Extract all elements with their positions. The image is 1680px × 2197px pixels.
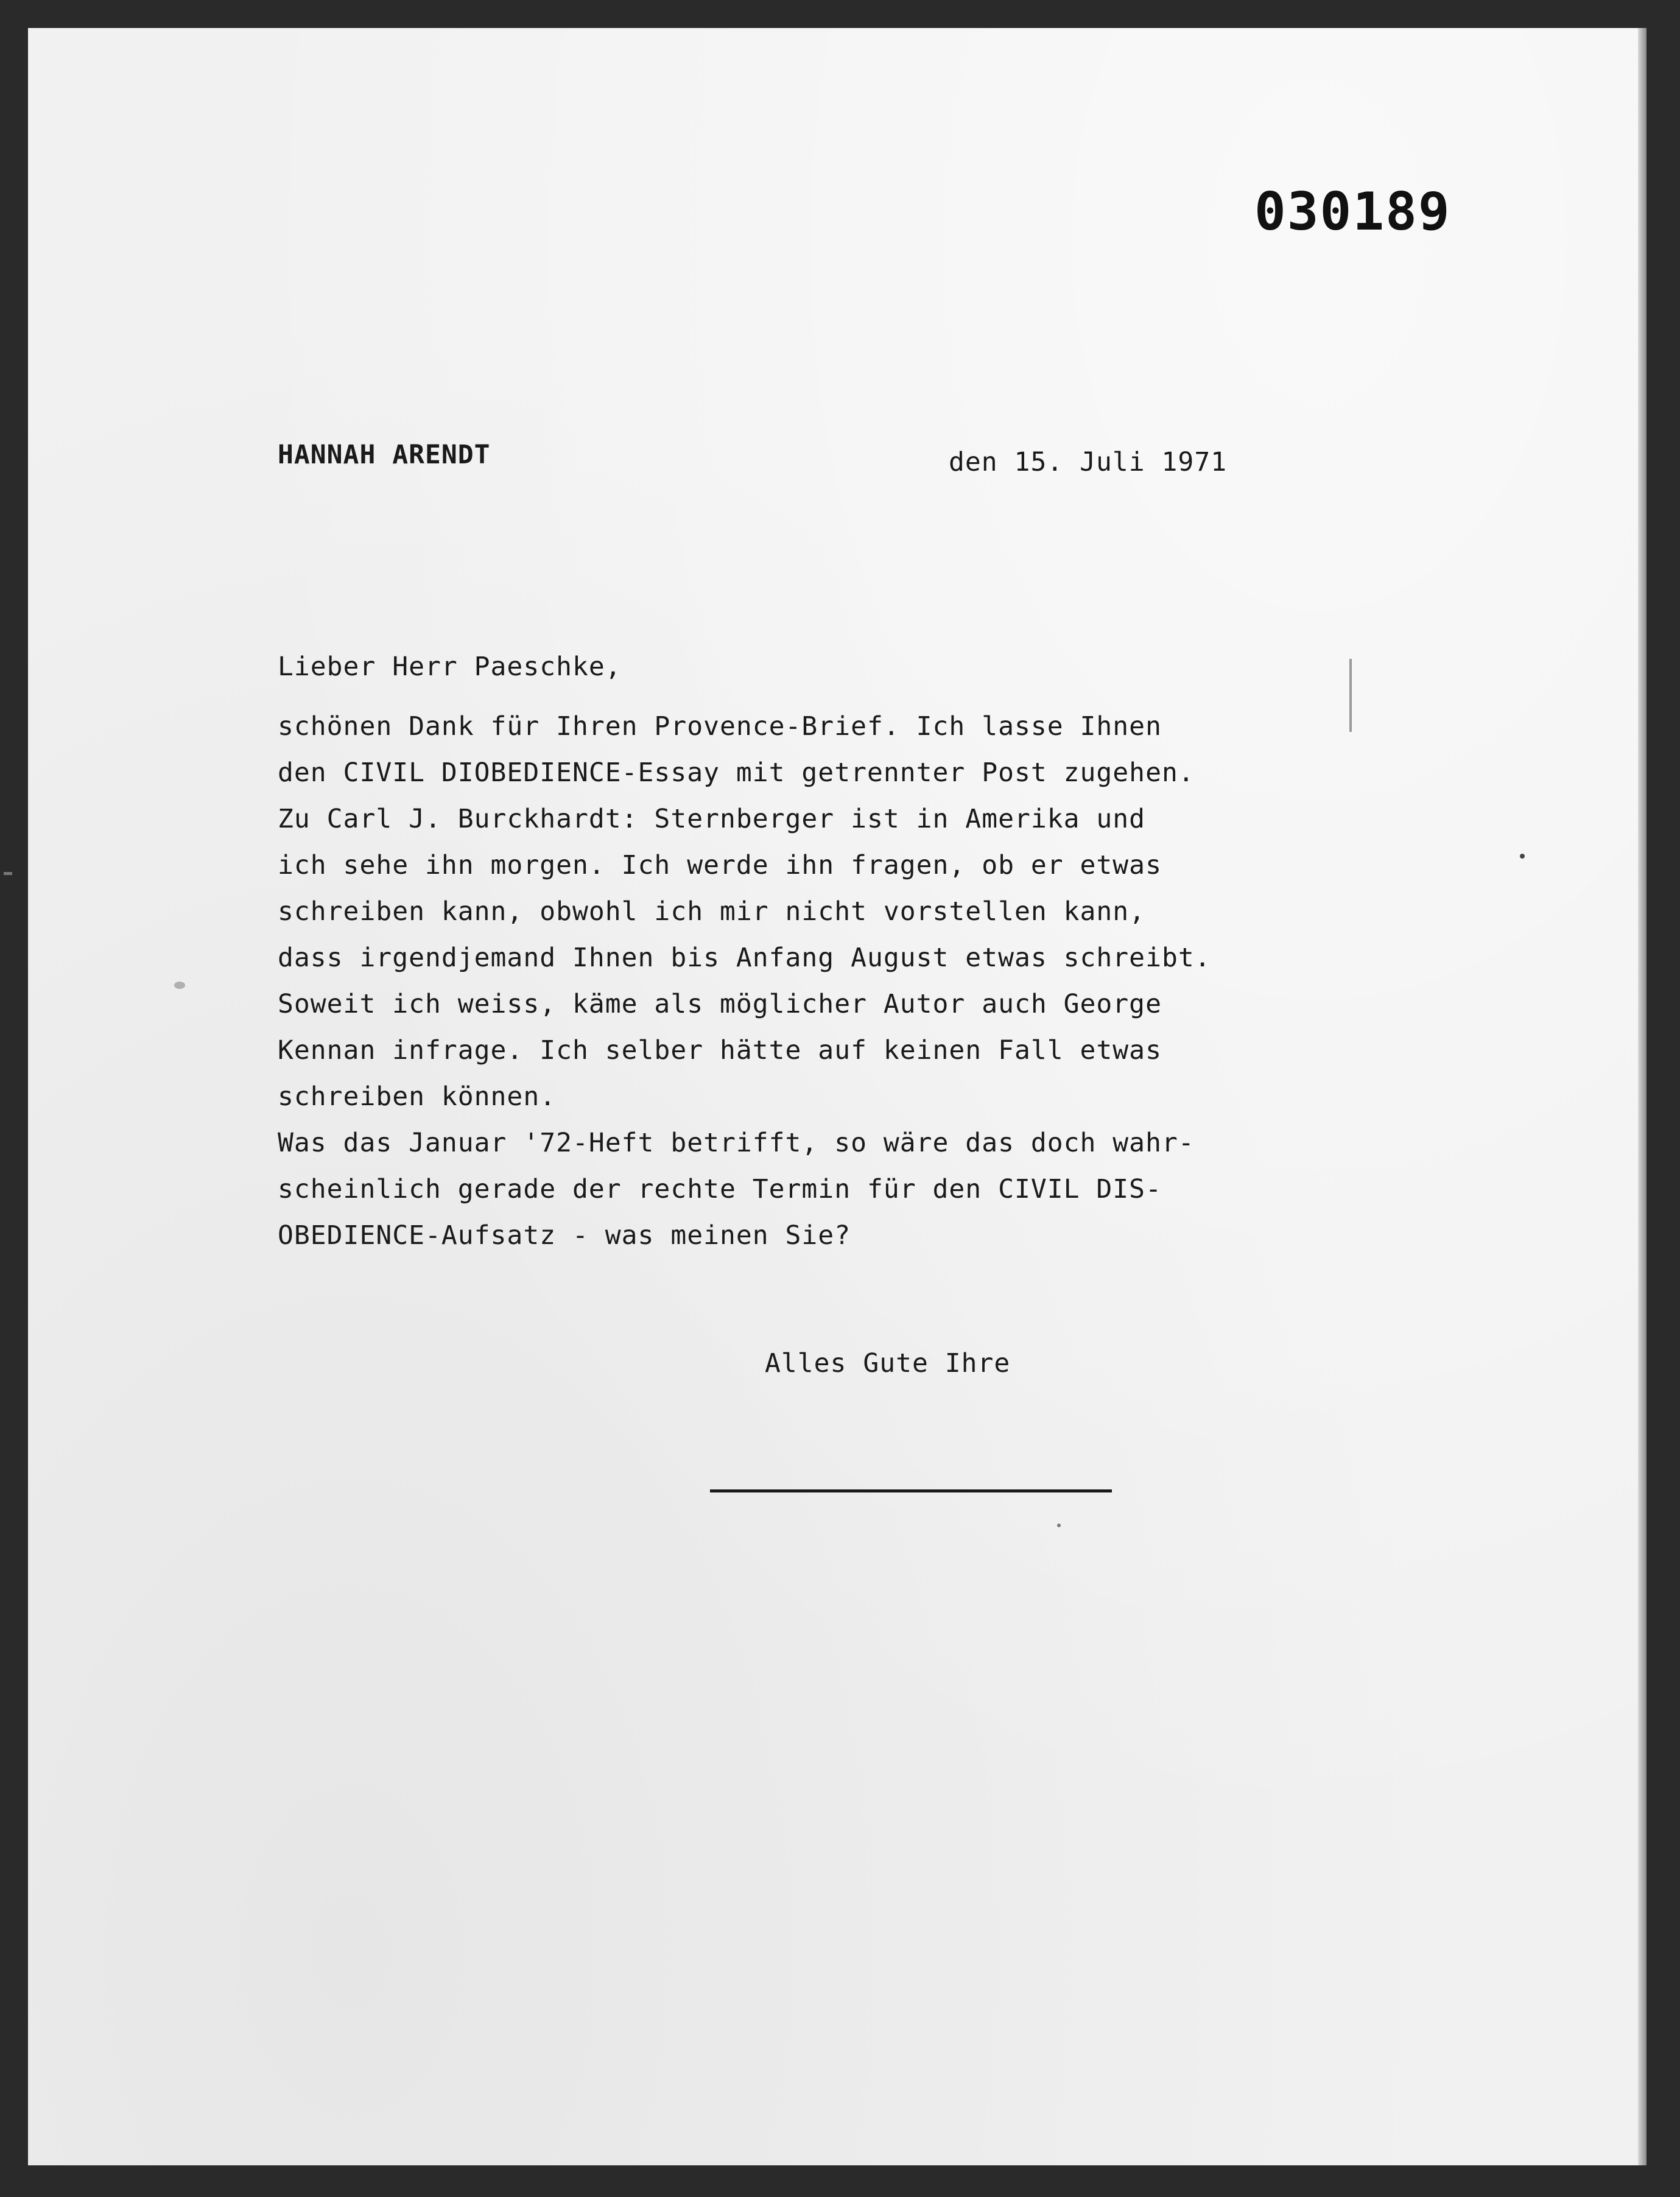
body-line: den CIVIL DIOBEDIENCE-Essay mit getrennter Post zugehen. [278,758,1195,788]
body-line: scheinlich gerade der rechte Termin für den CIVIL DIS- [278,1174,1162,1204]
letter-closing: Alles Gute Ihre [765,1348,1011,1379]
paper-blemish [174,982,185,989]
body-line: Zu Carl J. Burckhardt: Sternberger ist in Amerika und [278,804,1146,834]
body-line: ich sehe ihn morgen. Ich werde ihn fragen, ob er etwas [278,850,1162,881]
body-line: Soweit ich weiss, käme als möglicher Autor auch George [278,989,1162,1019]
margin-pencil-mark [1349,659,1352,732]
ink-speck [4,872,12,875]
ink-speck [1520,854,1525,859]
body-line: schönen Dank für Ihren Provence-Brief. Ich lasse Ihnen [278,711,1162,742]
body-line: Was das Januar '72-Heft betrifft, so wäre das doch wahr- [278,1128,1195,1158]
body-line: OBEDIENCE-Aufsatz - was meinen Sie? [278,1220,851,1251]
archive-number: 030189 [1254,181,1451,242]
signature-line [710,1489,1112,1492]
ink-speck [1057,1524,1061,1527]
body-line: schreiben können. [278,1081,557,1112]
body-line: dass irgendjemand Ihnen bis Anfang August etwas schreibt. [278,943,1211,973]
body-line: schreiben kann, obwohl ich mir nicht vorstellen kann, [278,896,1146,927]
letter-date: den 15. Juli 1971 [949,447,1228,477]
body-line: Kennan infrage. Ich selber hätte auf keinen Fall etwas [278,1035,1162,1066]
letter-sender: HANNAH ARENDT [278,440,491,470]
page-edge-shadow [1638,28,1647,2165]
letter-salutation: Lieber Herr Paeschke, [278,652,622,682]
letter-page [28,28,1642,2165]
